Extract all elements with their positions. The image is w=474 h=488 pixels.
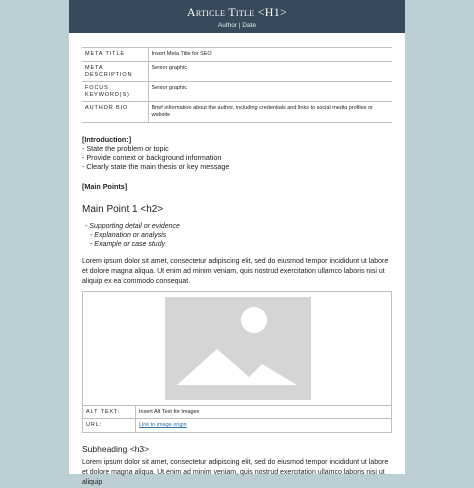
table-row — [82, 62, 392, 82]
alt-text-label: ALT TEXT: — [83, 406, 136, 418]
list-item: - Example or case study — [90, 241, 166, 248]
author-date-line: Author | Date — [217, 22, 257, 29]
main-point-heading: Main Point 1 <h2> — [82, 204, 164, 215]
image-placeholder-icon — [165, 297, 311, 400]
meta-title-label: META TITLE — [82, 48, 148, 62]
main-point-paragraph: Lorem ipsum dolor sit amet, consectetur adipiscing elit, sed do eiusmod tempor incididunt ut labore et dolore magna aliqua. Ut enim ad minim veniam, quis nostrud exercitation ullamco laboris nisi ut aliquip ex ea commodo consequat. — [82, 258, 389, 285]
subheading: Subheading <h3> — [82, 444, 150, 454]
author-bio-label: AUTHOR BIO — [82, 102, 148, 123]
focus-keywords-value[interactable]: Senior graphic — [148, 82, 392, 102]
list-item: - Supporting detail or evidence — [85, 223, 180, 230]
focus-keywords-label: FOCUS KEYWORD(S) — [82, 82, 148, 102]
list-item: - Provide context or background information — [82, 153, 222, 162]
image-origin-link[interactable]: Link to image origin — [139, 422, 187, 428]
table-row — [82, 102, 392, 123]
subheading-paragraph: Lorem ipsum dolor sit amet, consectetur adipiscing elit, sed do eiusmod tempor incididunt ut labore et dolore magna aliqua. Ut enim ad minim veniam, quis nostrud exercitation ullamco laboris nisi ut aliquip — [82, 459, 389, 486]
introduction-list — [82, 144, 392, 171]
image-block — [82, 291, 392, 433]
alt-text-value[interactable]: Insert Alt Text for Images — [139, 409, 200, 415]
list-item: - Explanation or analysis — [90, 232, 167, 239]
meta-title-value[interactable]: Insert Meta Title for SEO — [148, 48, 392, 62]
table-row — [83, 406, 391, 419]
list-item: - Clearly state the main thesis or key message — [82, 162, 230, 171]
mountain-sun-icon — [165, 297, 311, 400]
table-row — [82, 82, 392, 102]
document-page — [69, 0, 405, 486]
meta-description-label: META DESCRIPTION — [82, 62, 148, 82]
author-bio-value[interactable]: Brief information about the author, including credentials and links to social media profiles or website — [148, 102, 392, 123]
seo-meta-table — [82, 47, 392, 123]
url-label: URL: — [83, 419, 136, 432]
article-content — [69, 33, 405, 488]
article-title: Article Title <H1> — [186, 5, 288, 19]
article-header — [69, 0, 405, 33]
table-row — [82, 48, 392, 62]
meta-description-value[interactable]: Senior graphic — [148, 62, 392, 82]
introduction-label: [Introduction:] — [82, 135, 132, 144]
main-points-label: [Main Points] — [82, 182, 128, 191]
table-row — [83, 419, 391, 432]
list-item: - State the problem or topic — [82, 144, 169, 153]
image-frame — [83, 292, 391, 406]
main-point-notes — [82, 222, 392, 249]
